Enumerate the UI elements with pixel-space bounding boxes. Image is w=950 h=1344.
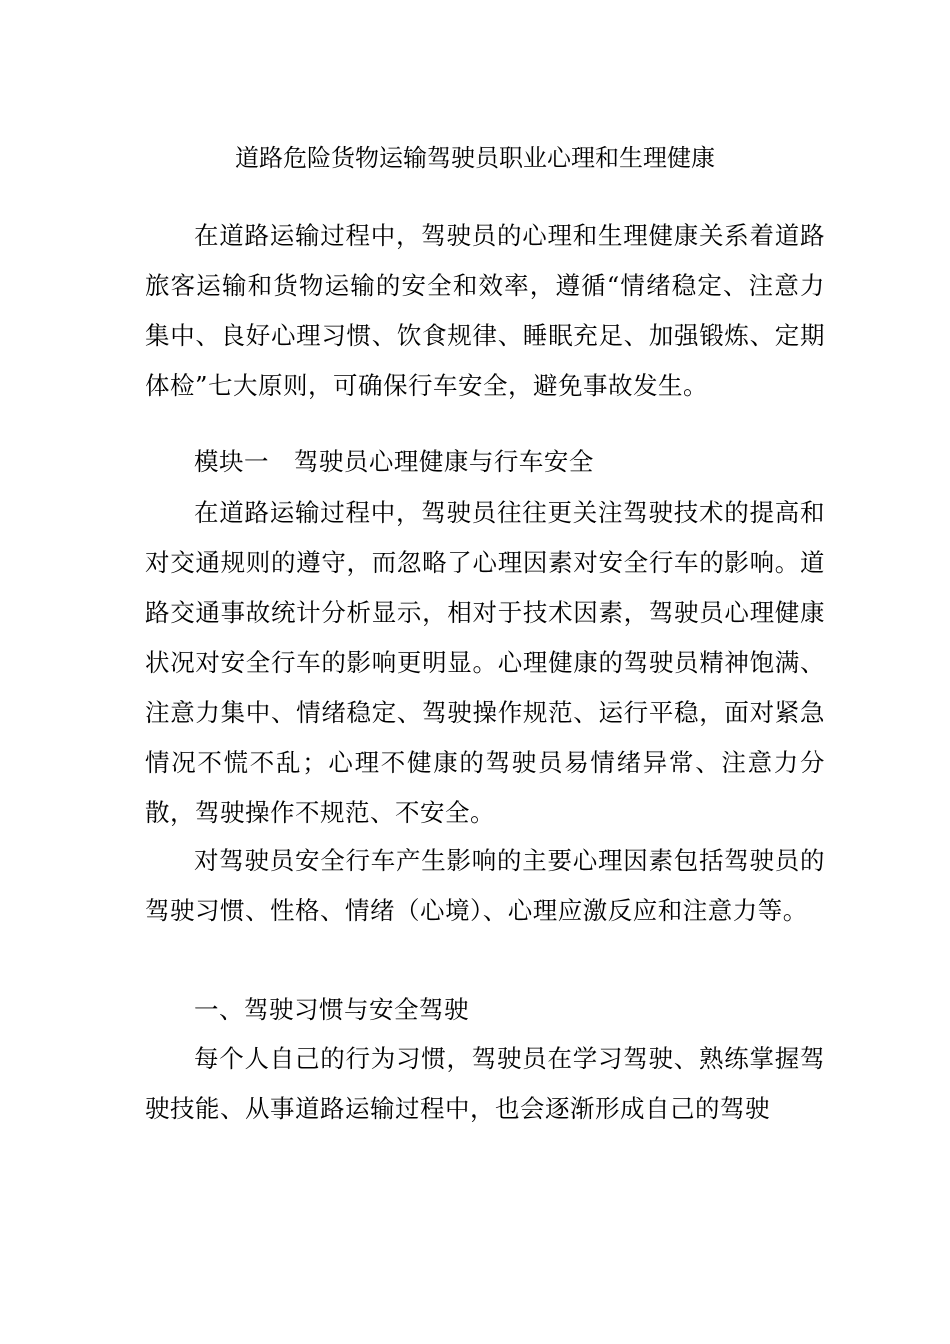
intro-paragraph: 在道路运输过程中，驾驶员的心理和生理健康关系着道路旅客运输和货物运输的安全和效率，遵循“情绪稳定、注意力集中、良好心理习惯、饮食规律、睡眠充足、加强锻炼、定期体检”七大原则，可确保行车安全，避免事故发生。 bbox=[145, 221, 825, 400]
section-paragraph-1: 每个人自己的行为习惯，驾驶员在学习驾驶、熟练掌握驾驶技能、从事道路运输过程中，也会逐渐形成自己的驾驶 bbox=[145, 1044, 825, 1123]
section-heading: 一、驾驶习惯与安全驾驶 bbox=[194, 995, 469, 1024]
document-title: 道路危险货物运输驾驶员职业心理和生理健康 bbox=[235, 144, 715, 172]
module-paragraph-2: 对驾驶员安全行车产生影响的主要心理因素包括驾驶员的驾驶习惯、性格、情绪（心境）、心理应激反应和注意力等。 bbox=[145, 846, 825, 925]
module-paragraph-1: 在道路运输过程中，驾驶员往往更关注驾驶技术的提高和对交通规则的遵守，而忽略了心理因素对安全行车的影响。道路交通事故统计分析显示，相对于技术因素，驾驶员心理健康状况对安全行车的影响更明显。心理健康的驾驶员精神饱满、注意力集中、情绪稳定、驾驶操作规范、运行平稳，面对紧急情况不慌不乱；心理不健康的驾驶员易情绪异常、注意力分散，驾驶操作不规范、不安全。 bbox=[145, 498, 825, 827]
module-heading: 模块一 驾驶员心理健康与行车安全 bbox=[194, 447, 594, 476]
